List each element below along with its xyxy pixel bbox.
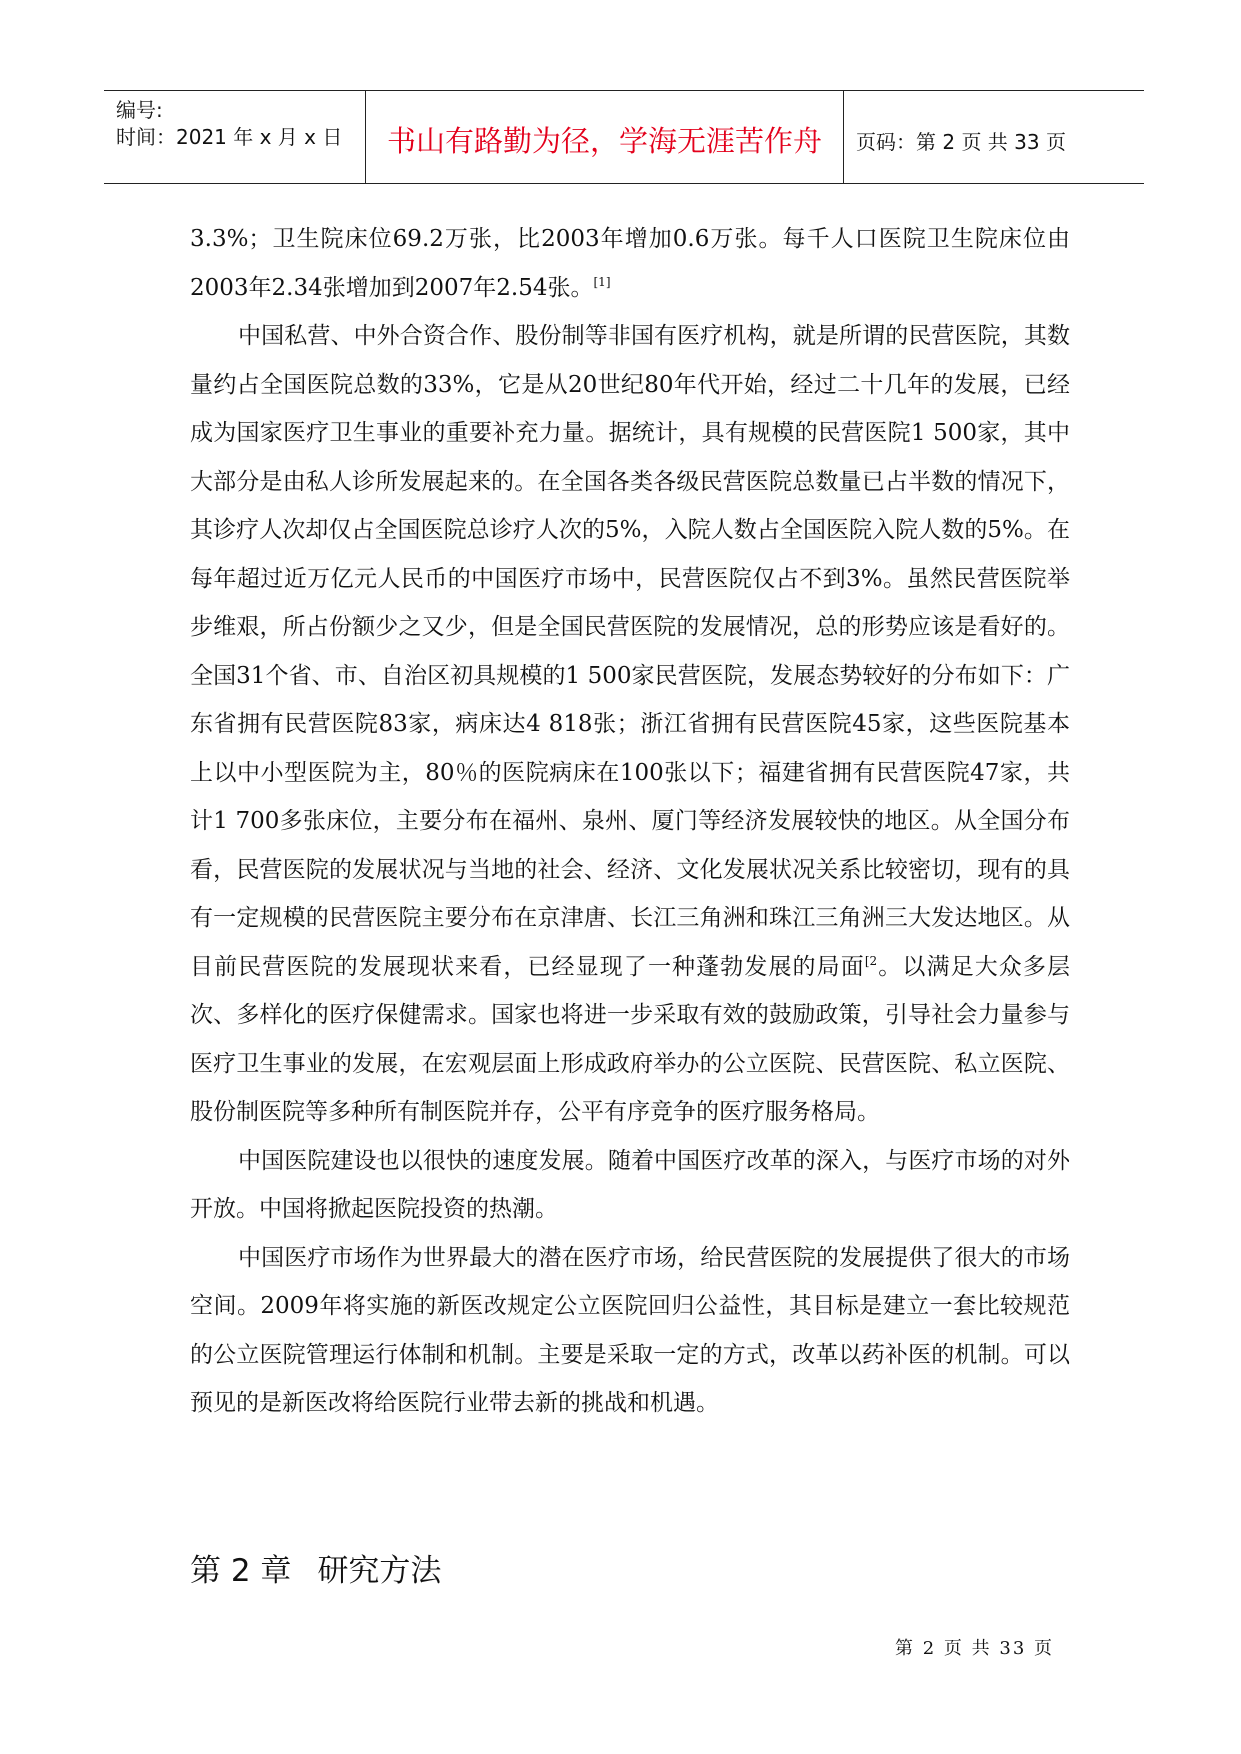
header-info-cell — [104, 91, 366, 183]
chapter-heading — [190, 1545, 441, 1590]
paragraph-1-text: 3.3%；卫生院床位69.2万张，比2003年增加0.6万张。每千人口医院卫生院床位由2003年2.34张增加到2007年2.54张。 — [190, 226, 1070, 301]
header-page-cell — [844, 91, 1144, 183]
header-motto: 书山有路勤为径，学海无涯苦作舟 — [386, 124, 822, 158]
header-motto-cell — [366, 91, 844, 183]
document-body — [190, 215, 1070, 1428]
paragraph-2-text-a: 中国私营、中外合资合作、股份制等非国有医疗机构，就是所谓的民营医院，其数量约占全国医院总数的33%，它是从20世纪80年代开始，经过二十几年的发展，已经成为国家医疗卫生事业的重要补充力量。据统计，具有规模的民营医院1 500家，其中大部分是由私人诊所发展起来的。在全国各类各级民营医院总数量已占半数的情况下，其诊疗人次却仅占全国医院总诊疗人次的5%，入院人数占全国医院入院人数的5%。在每年超过近万亿元人民币的中国医疗市场中，民营医院仅占不到3%。虽然民营医院举步维艰，所占份额少之又少，但是全国民营医院的发展情况，总的形势应该是看好的。全国31个省、市、自治区初具规模的1 500家民营医院，发展态势较好的分布如下：广东省拥有民营医院83家，病床达4 818张；浙江省拥有民营医院45家，这些医院基本上以中小型医院为主，80％的医院病床在100张以下；福建省拥有民营医院47家，共计1 700多张床位，主要分布在福州、泉州、厦门等经济发展较快的地区。从全国分布看，民营医院的发展状况与当地的社会、经济、文化发展状况关系比较密切，现有的具有一定规模的民营医院主要分布在京津唐、长江三角洲和珠江三角洲三大发达地区。从目前民营医院的发展现状来看，已经显现了一种蓬勃发展的局面 — [190, 323, 1070, 980]
page-footer: 第 2 页 共 33 页 — [895, 1638, 1054, 1659]
paragraph-2-text-b: 。以满足大众多层次、多样化的医疗保健需求。国家也将进一步采取有效的鼓励政策，引导社会力量参与医疗卫生事业的发展，在宏观层面上形成政府举办的公立医院、民营医院、私立医院、股份制医院等多种所有制医院并存，公平有序竞争的医疗服务格局。 — [190, 953, 1071, 1125]
header-page-number: 页码：第 2 页 共 33 页 — [856, 130, 1066, 154]
citation-1: [1] — [593, 274, 611, 289]
paragraph-4: 中国医疗市场作为世界最大的潜在医疗市场，给民营医院的发展提供了很大的市场空间。2009年将实施的新医改规定公立医院回归公益性，其目标是建立一套比较规范的公立医院管理运行体制和机制。主要是采取一定的方式，改革以药补医的机制。可以预见的是新医改将给医院行业带去新的挑战和机遇。 — [190, 1244, 1070, 1416]
citation-2: [2 — [864, 953, 878, 968]
paragraph-3: 中国医院建设也以很快的速度发展。随着中国医疗改革的深入，与医疗市场的对外开放。中国将掀起医院投资的热潮。 — [190, 1147, 1070, 1222]
chapter-number: 第 2 章 — [190, 1553, 292, 1589]
paragraph-1 — [190, 215, 1070, 312]
chapter-title: 研究方法 — [317, 1553, 442, 1589]
page-header — [104, 90, 1144, 184]
document-time-label: 时间：2021 年 x 月 x 日 — [116, 125, 343, 149]
document-number-label: 编号: — [116, 98, 163, 122]
paragraph-2 — [190, 312, 1070, 1137]
